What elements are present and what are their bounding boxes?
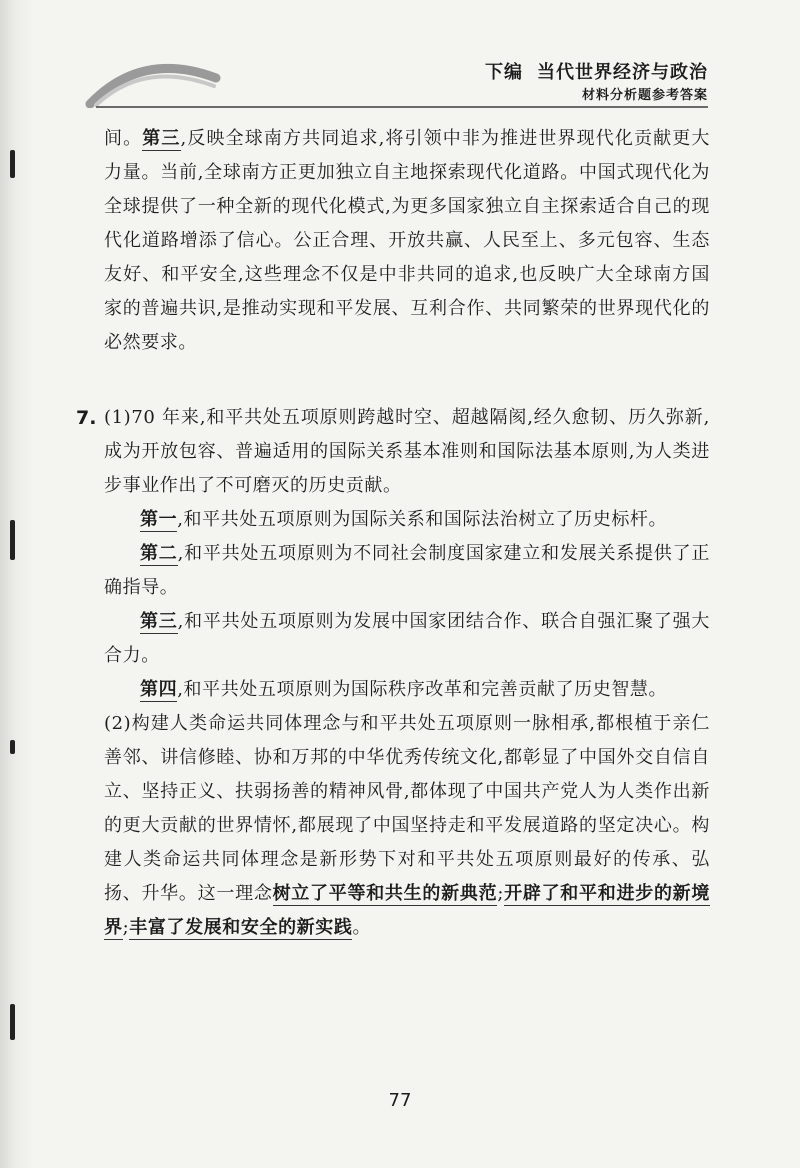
part-text: 构建人类命运共同体理念与和平共处五项原则一脉相承,都根植于亲仁善邻、讲信修睦、协和万邦的中华优秀传统文化,都彰显了中国外交自信自立、坚持正义、扶弱扬善的精神风骨,都体现了中国共产党人为人类作出新的更大贡献的世界情怀,都展现了中国坚持走和平发展道路的坚定决心。构建人类命运共同体理念是新形势下对和平共处五项原则最好的传承、弘扬、升华。这一理念 bbox=[104, 713, 710, 904]
point-marker: 第三 bbox=[140, 611, 178, 632]
point-text: ,和平共处五项原则为国际秩序改革和完善贡献了历史智慧。 bbox=[177, 679, 668, 700]
point-marker: 第一 bbox=[140, 509, 178, 530]
separator: ; bbox=[497, 883, 504, 904]
page-number: 77 bbox=[388, 1090, 412, 1111]
paragraph-lead: 间。 bbox=[104, 128, 143, 149]
part-text: 70 年来,和平共处五项原则跨越时空、超越隔阂,经久愈韧、历久弥新,成为开放包容、普遍适用的国际关系基本准则和国际法基本原则,为人类进步事业作出了不可磨灭的历史贡献。 bbox=[104, 407, 710, 496]
part-label: (2) bbox=[104, 713, 132, 734]
q7-part2 bbox=[104, 707, 710, 945]
key-phrase: 丰富了发展和安全的新实践 bbox=[129, 917, 353, 938]
point-marker: 第四 bbox=[140, 679, 178, 700]
scan-mark bbox=[10, 740, 15, 754]
key-phrase: 树立了平等和共生的新典范 bbox=[272, 883, 498, 904]
point-text: ,和平共处五项原则为发展中国家团结合作、联合自强汇聚了强大合力。 bbox=[104, 611, 710, 666]
point-marker: 第三 bbox=[142, 128, 181, 149]
answer-content bbox=[76, 122, 710, 945]
point-text: ,和平共处五项原则为不同社会制度国家建立和发展关系提供了正确指导。 bbox=[104, 543, 710, 598]
point-text: ,和平共处五项原则为国际关系和国际法治树立了历史标杆。 bbox=[177, 509, 668, 530]
header-divider bbox=[96, 106, 708, 108]
separator: ; bbox=[122, 917, 130, 938]
q7-part1 bbox=[104, 401, 710, 503]
paragraph-text: ,反映全球南方共同追求,将引领中非为推进世界现代化贡献更大力量。当前,全球南方正更加独立自主地探索现代化道路。中国式现代化为全球提供了一种全新的现代化模式,为更多国家独立自主探索适合自己的现代化道路增添了信心。公正合理、开放共赢、人民至上、多元包容、生态友好、和平安全,这些理念不仅是中非共同的追求,也反映广大全球南方国家的普遍共识,是推动实现和平发展、互利合作、共同繁荣的世界现代化的必然要求。 bbox=[104, 128, 710, 353]
header-book-title: 当代世界经济与政治 bbox=[537, 62, 708, 83]
point-marker: 第二 bbox=[140, 543, 178, 564]
question-number: 7. bbox=[76, 407, 97, 429]
header-title bbox=[485, 58, 708, 84]
scan-mark bbox=[10, 1004, 15, 1040]
scan-mark bbox=[10, 150, 15, 178]
q7-point-1 bbox=[104, 503, 710, 537]
page-header bbox=[0, 0, 800, 120]
sentence-end: 。 bbox=[352, 917, 372, 938]
q7-point-2 bbox=[104, 537, 710, 605]
header-arc-decoration bbox=[82, 48, 222, 108]
question-7 bbox=[76, 401, 710, 945]
scan-mark bbox=[10, 520, 15, 560]
page-left-edge bbox=[0, 0, 34, 1168]
answer-paragraph-continued bbox=[104, 122, 710, 360]
q7-point-3 bbox=[104, 605, 710, 673]
key-phrase: 开辟了和平和进步的新境界 bbox=[104, 883, 710, 938]
header-section: 下编 bbox=[485, 62, 523, 83]
header-subtitle: 材料分析题参考答案 bbox=[581, 88, 708, 103]
q7-point-4 bbox=[104, 673, 710, 707]
part-label: (1) bbox=[104, 407, 132, 428]
